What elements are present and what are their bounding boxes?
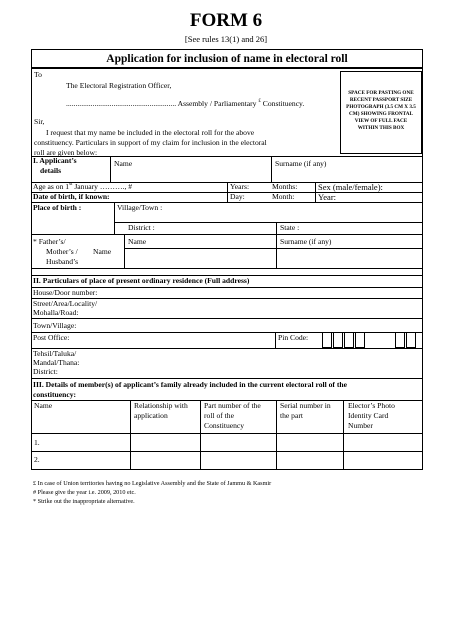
application-title: Application for inclusion of name in electoral roll: [31, 49, 423, 68]
relation-label-name: Name: [93, 247, 112, 256]
photo-box[interactable]: [340, 71, 422, 154]
pin-digit-5[interactable]: [395, 332, 405, 348]
village-town-label: Village/Town :: [117, 203, 163, 212]
dob-label: Date of birth, if known:: [33, 192, 110, 201]
col-part-2: roll of the: [204, 411, 234, 420]
relative-surname-field[interactable]: [277, 249, 422, 267]
rules-reference: [See rules 13(1) and 26]: [184, 34, 268, 44]
years-label: Years:: [230, 182, 250, 191]
street-field[interactable]: [120, 299, 420, 317]
constituency-line: .......................................................... Assembly / Parliamentary £ Constituency.: [66, 99, 305, 108]
applicant-name-label: Name: [114, 159, 133, 168]
relative-name-label: Name: [128, 237, 147, 246]
footnote-pound: £ In case of Union territories having no Legislative Assembly and the State of Jammu & Kasmir: [33, 480, 272, 487]
street-label-2: Mohalla/Road:: [33, 308, 79, 317]
relation-label-2: Mother’s /: [46, 247, 78, 256]
col-epic-1: Elector’s Photo: [348, 401, 395, 410]
tehsil-label-2: Mandal/Thana:: [33, 358, 80, 367]
officer-line: The Electoral Registration Officer,: [66, 81, 172, 90]
pin-digit-3[interactable]: [344, 332, 354, 348]
photo-instructions: SPACE FOR PASTING ONE RECENT PASSPORT SIZE PHOTOGRAPH (3.5 CM X 3.5 CM) SHOWING FRONTAL VIEW OF FULL FACE WITHIN THIS BOX: [346, 90, 416, 131]
family-heading-2: constituency:: [33, 390, 77, 399]
family-heading-1: III. Details of member(s) of applicant’s family already included in the current electoral roll of the: [33, 380, 347, 389]
month-label: Month:: [272, 192, 295, 201]
pin-digit-1[interactable]: [322, 332, 332, 348]
footnote-asterisk: * Strike out the inappropriate alternative.: [33, 498, 135, 505]
residence-district-field[interactable]: [80, 367, 420, 376]
year-label: Year:: [318, 192, 337, 202]
col-name: Name: [34, 401, 53, 410]
residence-heading: II. Particulars of place of present ordinary residence (Full address): [33, 276, 250, 285]
applicant-details-heading-1: I. Applicant’s: [33, 156, 77, 165]
applicant-details-heading-2: details: [40, 166, 62, 175]
col-relationship-1: Relationship with: [134, 401, 188, 410]
to-label: To: [34, 70, 42, 79]
request-line-2: constituency. Particulars in support of my claim for inclusion in the electoral: [34, 138, 267, 147]
family-row-2[interactable]: [32, 452, 422, 469]
family-row-1-label: 1.: [34, 438, 40, 447]
tehsil-field[interactable]: [120, 349, 420, 367]
request-line-3: roll are given below:: [34, 148, 98, 157]
pin-code-label: Pin Code:: [278, 333, 309, 342]
applicant-surname-label: Surname (if any): [275, 159, 327, 168]
town-field[interactable]: [120, 320, 420, 330]
pin-digit-6[interactable]: [406, 332, 416, 348]
pin-digit-4[interactable]: [355, 332, 365, 348]
house-field[interactable]: [120, 288, 420, 298]
street-label-1: Street/Area/Locality/: [33, 299, 98, 308]
relation-label-3: Husband’s: [46, 257, 79, 266]
footnote-hash: # Please give the year i.e. 2009, 2010 etc.: [33, 489, 136, 496]
post-office-label: Post Office:: [33, 333, 70, 342]
months-label: Months:: [272, 182, 298, 191]
relative-name-field[interactable]: [125, 249, 275, 267]
col-epic-2: Identity Card: [348, 411, 389, 420]
post-office-field[interactable]: [80, 333, 270, 343]
family-row-1[interactable]: [32, 434, 422, 450]
col-serial-1: Serial number in: [280, 401, 331, 410]
tehsil-label-1: Tehsil/Taluka/: [33, 349, 77, 358]
col-part-3: Constituency: [204, 421, 245, 430]
applicant-name-field[interactable]: [111, 169, 269, 181]
form-title: FORM 6: [189, 10, 263, 31]
col-part-1: Part number of the: [204, 401, 261, 410]
col-relationship-2: application: [134, 411, 168, 420]
pin-digit-2[interactable]: [333, 332, 343, 348]
sex-label: Sex (male/female):: [318, 182, 383, 192]
place-of-birth-label: Place of birth :: [33, 203, 82, 212]
day-label: Day:: [230, 192, 245, 201]
family-row-2-label: 2.: [34, 455, 40, 464]
district-label: District :: [128, 223, 155, 232]
relation-label-1: * Father’s/: [33, 237, 66, 246]
town-label: Town/Village:: [33, 321, 77, 330]
col-serial-2: the part: [280, 411, 303, 420]
age-label: Age as on 1st January ………., #: [33, 182, 133, 191]
applicant-surname-field[interactable]: [272, 169, 422, 181]
request-line-1: I request that my name be included in the electoral roll for the above: [46, 128, 255, 137]
residence-district-label: District:: [33, 367, 58, 376]
house-label: House/Door number:: [33, 288, 98, 297]
relative-surname-label: Surname (if any): [280, 237, 332, 246]
col-epic-3: Number: [348, 421, 373, 430]
salutation: Sir,: [34, 117, 45, 126]
state-label: State :: [280, 223, 300, 232]
